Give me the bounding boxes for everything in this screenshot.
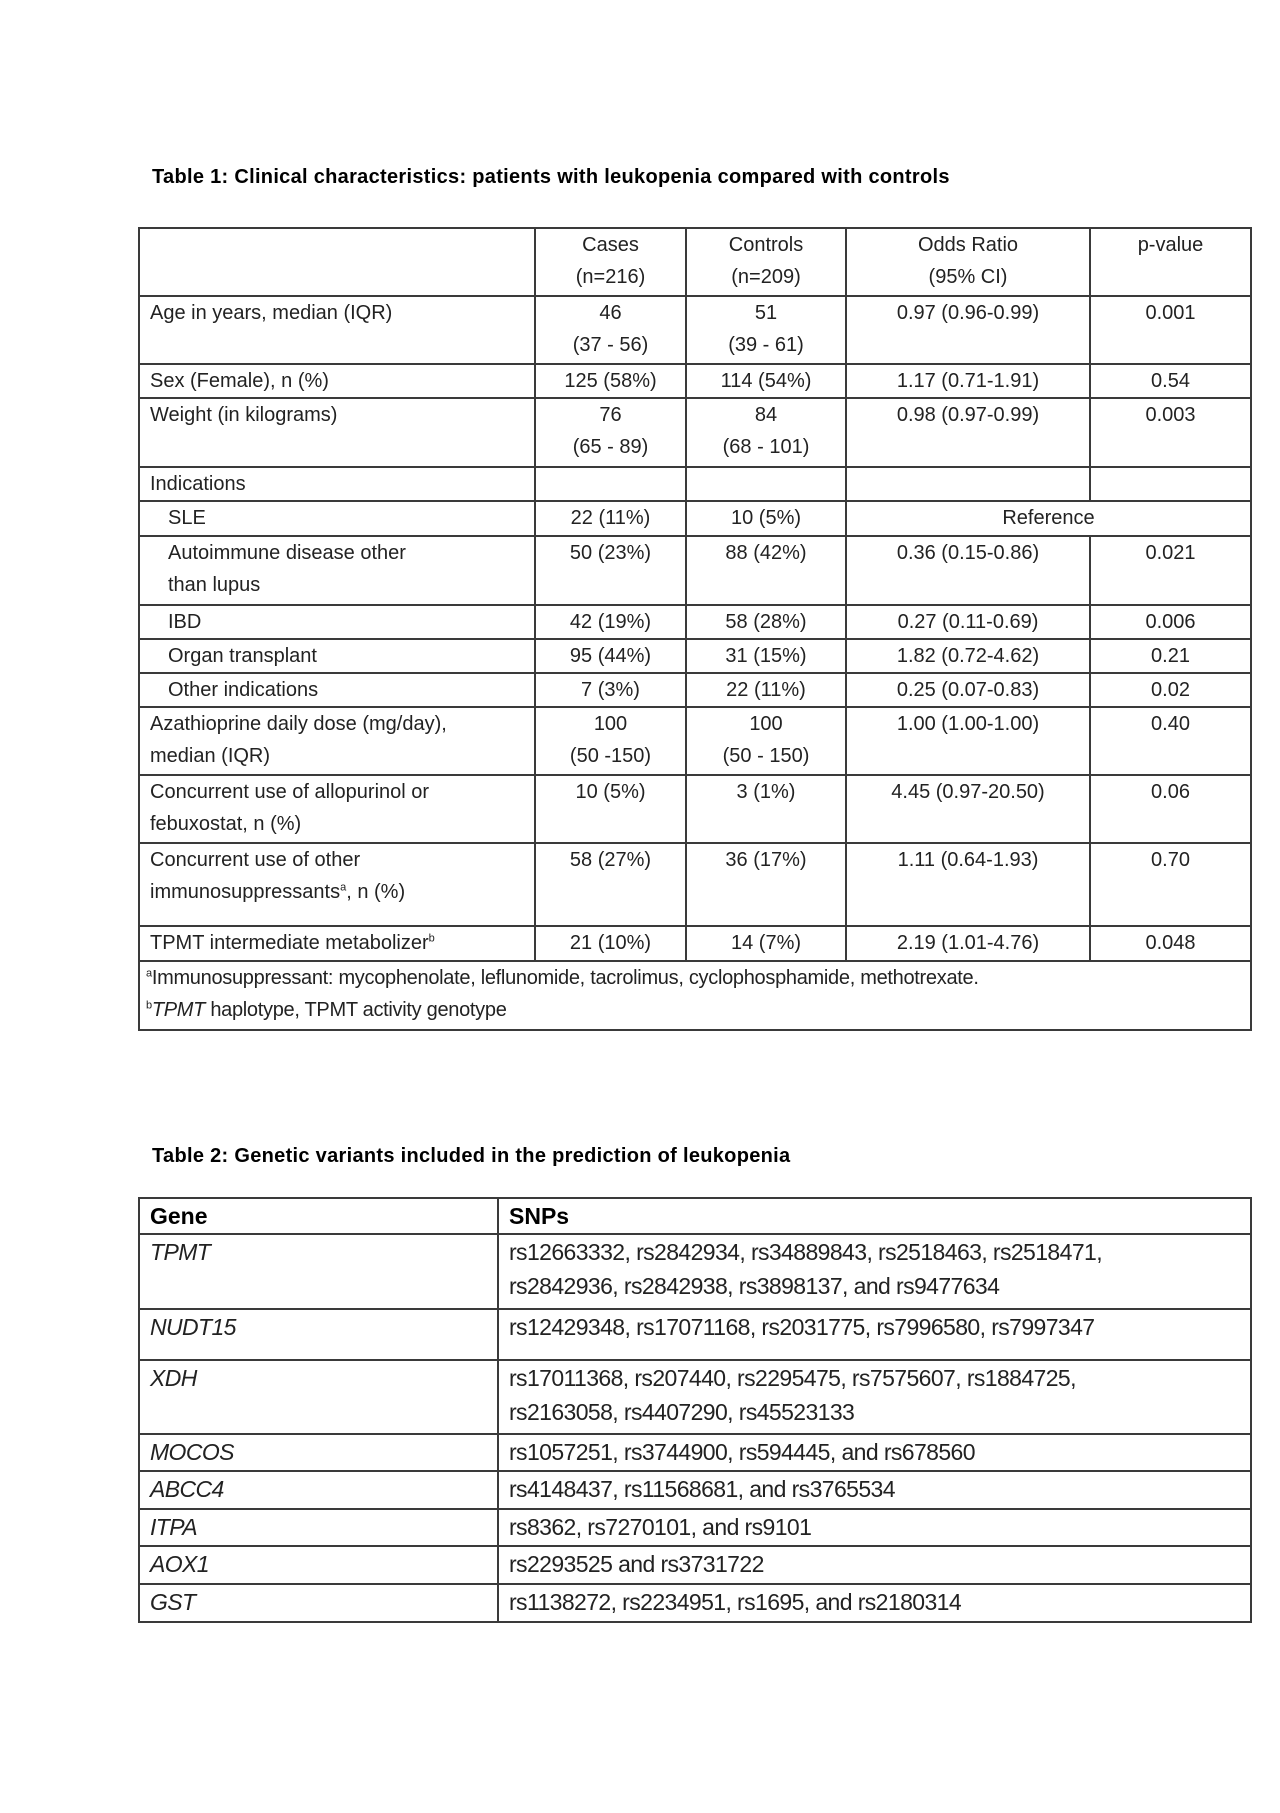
header-cases-n: (n=216) — [575, 266, 646, 288]
gene-cell: ABCC4 — [139, 1471, 498, 1509]
footnote-b — [146, 994, 1240, 1026]
row-label — [139, 707, 535, 775]
table-row — [139, 467, 1251, 501]
table-row — [139, 1509, 1251, 1546]
p-cell: 0.048 — [1090, 926, 1251, 961]
controls-cell: 88 (42%) — [686, 536, 846, 605]
or-cell: 2.19 (1.01-4.76) — [846, 926, 1090, 961]
p-cell: 0.006 — [1090, 605, 1251, 639]
header-p-value: p-value — [1090, 228, 1251, 296]
or-cell: 1.11 (0.64-1.93) — [846, 843, 1090, 926]
p-cell: 0.54 — [1090, 364, 1251, 398]
controls-median: 51 — [754, 302, 778, 324]
controls-cell: 31 (15%) — [686, 639, 846, 673]
or-cell: 1.00 (1.00-1.00) — [846, 707, 1090, 775]
header-or-ci: (95% CI) — [928, 266, 1008, 288]
controls-cell: 36 (17%) — [686, 843, 846, 926]
cases-cell — [535, 398, 686, 467]
label-text: , n (%) — [346, 881, 406, 903]
snps-cell: rs1057251, rs3744900, rs594445, and rs678560 — [498, 1434, 1251, 1471]
row-label-line2: than lupus — [168, 574, 261, 596]
table-row — [139, 605, 1251, 639]
cases-cell: 21 (10%) — [535, 926, 686, 961]
snps-cell: rs4148437, rs11568681, and rs3765534 — [498, 1471, 1251, 1509]
p-cell: 0.021 — [1090, 536, 1251, 605]
row-label-line1: Autoimmune disease other — [168, 542, 406, 564]
table-row — [139, 536, 1251, 605]
footnote-marker-b: b — [428, 932, 435, 945]
gene-cell: ITPA — [139, 1509, 498, 1546]
controls-iqr: (39 - 61) — [728, 334, 804, 356]
table-row — [139, 1471, 1251, 1509]
snps-cell: rs12429348, rs17071168, rs2031775, rs7996580, rs7997347 — [498, 1309, 1251, 1360]
header-controls-n: (n=209) — [731, 266, 801, 288]
cases-cell: 50 (23%) — [535, 536, 686, 605]
cases-median: 76 — [599, 404, 622, 426]
or-cell: 0.36 (0.15-0.86) — [846, 536, 1090, 605]
controls-cell: 58 (28%) — [686, 605, 846, 639]
table1-header-row — [139, 228, 1251, 296]
footnote-text: Immunosuppressant: mycophenolate, leflunomide, tacrolimus, cyclophosphamide, methotrexate. — [151, 967, 979, 989]
table-row — [139, 501, 1251, 536]
table-row — [139, 639, 1251, 673]
or-cell: 0.27 (0.11-0.69) — [846, 605, 1090, 639]
cases-cell — [535, 467, 686, 501]
genetic-variants-table — [138, 1197, 1252, 1623]
footnotes-row — [139, 961, 1251, 1030]
row-label-line1: Concurrent use of other — [150, 849, 361, 871]
controls-cell — [686, 398, 846, 467]
controls-iqr: (68 - 101) — [722, 436, 810, 458]
controls-median: 100 — [749, 713, 783, 735]
cases-cell — [535, 707, 686, 775]
table-row — [139, 1584, 1251, 1622]
table-row — [139, 398, 1251, 467]
or-cell: 4.45 (0.97-20.50) — [846, 775, 1090, 843]
row-label — [139, 536, 535, 605]
row-label-line2: median (IQR) — [150, 745, 271, 767]
table-row — [139, 364, 1251, 398]
gene-cell: AOX1 — [139, 1546, 498, 1584]
row-label: Sex (Female), n (%) — [139, 364, 535, 398]
snps-line2: rs2163058, rs4407290, rs45523133 — [509, 1399, 855, 1425]
gene-cell: NUDT15 — [139, 1309, 498, 1360]
row-label: IBD — [139, 605, 535, 639]
p-cell: 0.02 — [1090, 673, 1251, 707]
header-gene: Gene — [139, 1198, 498, 1234]
p-cell: 0.001 — [1090, 296, 1251, 364]
header-or-label: Odds Ratio — [917, 234, 1019, 256]
footnote-marker: b — [146, 999, 152, 1012]
row-label: SLE — [139, 501, 535, 536]
controls-cell: 10 (5%) — [686, 501, 846, 536]
table-row — [139, 1360, 1251, 1434]
cases-cell: 7 (3%) — [535, 673, 686, 707]
snps-cell — [498, 1234, 1251, 1309]
row-label: Organ transplant — [139, 639, 535, 673]
controls-cell: 22 (11%) — [686, 673, 846, 707]
table-row — [139, 1434, 1251, 1471]
p-cell — [1090, 467, 1251, 501]
snps-cell: rs8362, rs7270101, and rs9101 — [498, 1509, 1251, 1546]
controls-cell: 3 (1%) — [686, 775, 846, 843]
gene-cell: GST — [139, 1584, 498, 1622]
footnote-a — [146, 962, 1240, 994]
footnote-text: haplotype, TPMT activity genotype — [205, 999, 507, 1021]
or-cell: 1.17 (0.71-1.91) — [846, 364, 1090, 398]
row-label — [139, 926, 535, 961]
cases-cell: 42 (19%) — [535, 605, 686, 639]
or-cell — [846, 467, 1090, 501]
cases-median: 100 — [593, 713, 628, 735]
table-row — [139, 707, 1251, 775]
cases-iqr: (50 -150) — [569, 745, 652, 767]
snps-cell: rs2293525 and rs3731722 — [498, 1546, 1251, 1584]
cases-cell: 10 (5%) — [535, 775, 686, 843]
gene-cell: XDH — [139, 1360, 498, 1434]
snps-line2: rs2842936, rs2842938, rs3898137, and rs9477634 — [509, 1273, 1000, 1299]
gene-cell: TPMT — [139, 1234, 498, 1309]
cases-cell: 22 (11%) — [535, 501, 686, 536]
table-row — [139, 843, 1251, 926]
p-cell: 0.21 — [1090, 639, 1251, 673]
gene-cell: MOCOS — [139, 1434, 498, 1471]
cases-cell — [535, 296, 686, 364]
or-cell: 0.25 (0.07-0.83) — [846, 673, 1090, 707]
cases-cell: 125 (58%) — [535, 364, 686, 398]
controls-cell — [686, 467, 846, 501]
footnote-gene: TPMT — [151, 999, 206, 1021]
cases-median: 46 — [599, 302, 622, 324]
p-cell: 0.70 — [1090, 843, 1251, 926]
cases-iqr: (37 - 56) — [572, 334, 649, 356]
p-cell: 0.40 — [1090, 707, 1251, 775]
p-cell: 0.06 — [1090, 775, 1251, 843]
header-empty-cell — [139, 228, 535, 296]
controls-median: 84 — [754, 404, 778, 426]
table2-header-row — [139, 1198, 1251, 1234]
row-label-line2: febuxostat, n (%) — [150, 813, 302, 835]
controls-cell: 114 (54%) — [686, 364, 846, 398]
table-row — [139, 1234, 1251, 1309]
table-row — [139, 296, 1251, 364]
row-label-line1: Azathioprine daily dose (mg/day), — [150, 713, 447, 735]
table2-title: Table 2: Genetic variants included in the prediction of leukopenia — [152, 1145, 791, 1167]
row-label — [139, 775, 535, 843]
header-cases-label: Cases — [582, 234, 639, 256]
table-row — [139, 673, 1251, 707]
header-odds-ratio — [846, 228, 1090, 296]
row-label-line2 — [150, 876, 524, 908]
controls-cell — [686, 707, 846, 775]
table-row — [139, 926, 1251, 961]
snps-line1: rs12663332, rs2842934, rs34889843, rs2518463, rs2518471, — [509, 1239, 1102, 1265]
or-cell: 1.82 (0.72-4.62) — [846, 639, 1090, 673]
label-text: immunosuppressants — [150, 881, 341, 903]
row-label-line1: Concurrent use of allopurinol or — [150, 781, 430, 803]
row-label: Weight (in kilograms) — [139, 398, 535, 467]
snps-line1: rs17011368, rs207440, rs2295475, rs7575607, rs1884725, — [509, 1365, 1076, 1391]
or-cell: 0.98 (0.97-0.99) — [846, 398, 1090, 467]
controls-cell — [686, 296, 846, 364]
snps-cell — [498, 1360, 1251, 1434]
footnote-marker: a — [146, 967, 152, 980]
row-label — [139, 843, 535, 926]
cases-cell: 58 (27%) — [535, 843, 686, 926]
footnote-marker-a: a — [340, 881, 347, 894]
clinical-characteristics-table — [138, 227, 1252, 1031]
row-label: Other indications — [139, 673, 535, 707]
footnotes-cell — [139, 961, 1251, 1030]
p-cell: 0.003 — [1090, 398, 1251, 467]
cases-iqr: (65 - 89) — [572, 436, 649, 458]
controls-cell: 14 (7%) — [686, 926, 846, 961]
table-row — [139, 1546, 1251, 1584]
table1-title: Table 1: Clinical characteristics: patients with leukopenia compared with controls — [152, 166, 950, 188]
or-cell: 0.97 (0.96-0.99) — [846, 296, 1090, 364]
row-label: Indications — [139, 467, 535, 501]
controls-iqr: (50 - 150) — [722, 745, 810, 767]
reference-cell: Reference — [846, 501, 1251, 536]
header-controls — [686, 228, 846, 296]
cases-cell: 95 (44%) — [535, 639, 686, 673]
row-label: Age in years, median (IQR) — [139, 296, 535, 364]
snps-cell: rs1138272, rs2234951, rs1695, and rs2180314 — [498, 1584, 1251, 1622]
table-row — [139, 1309, 1251, 1360]
header-controls-label: Controls — [728, 234, 804, 256]
table-row — [139, 775, 1251, 843]
header-cases — [535, 228, 686, 296]
header-snps: SNPs — [498, 1198, 1251, 1234]
label-text: TPMT intermediate metabolizer — [150, 932, 429, 954]
